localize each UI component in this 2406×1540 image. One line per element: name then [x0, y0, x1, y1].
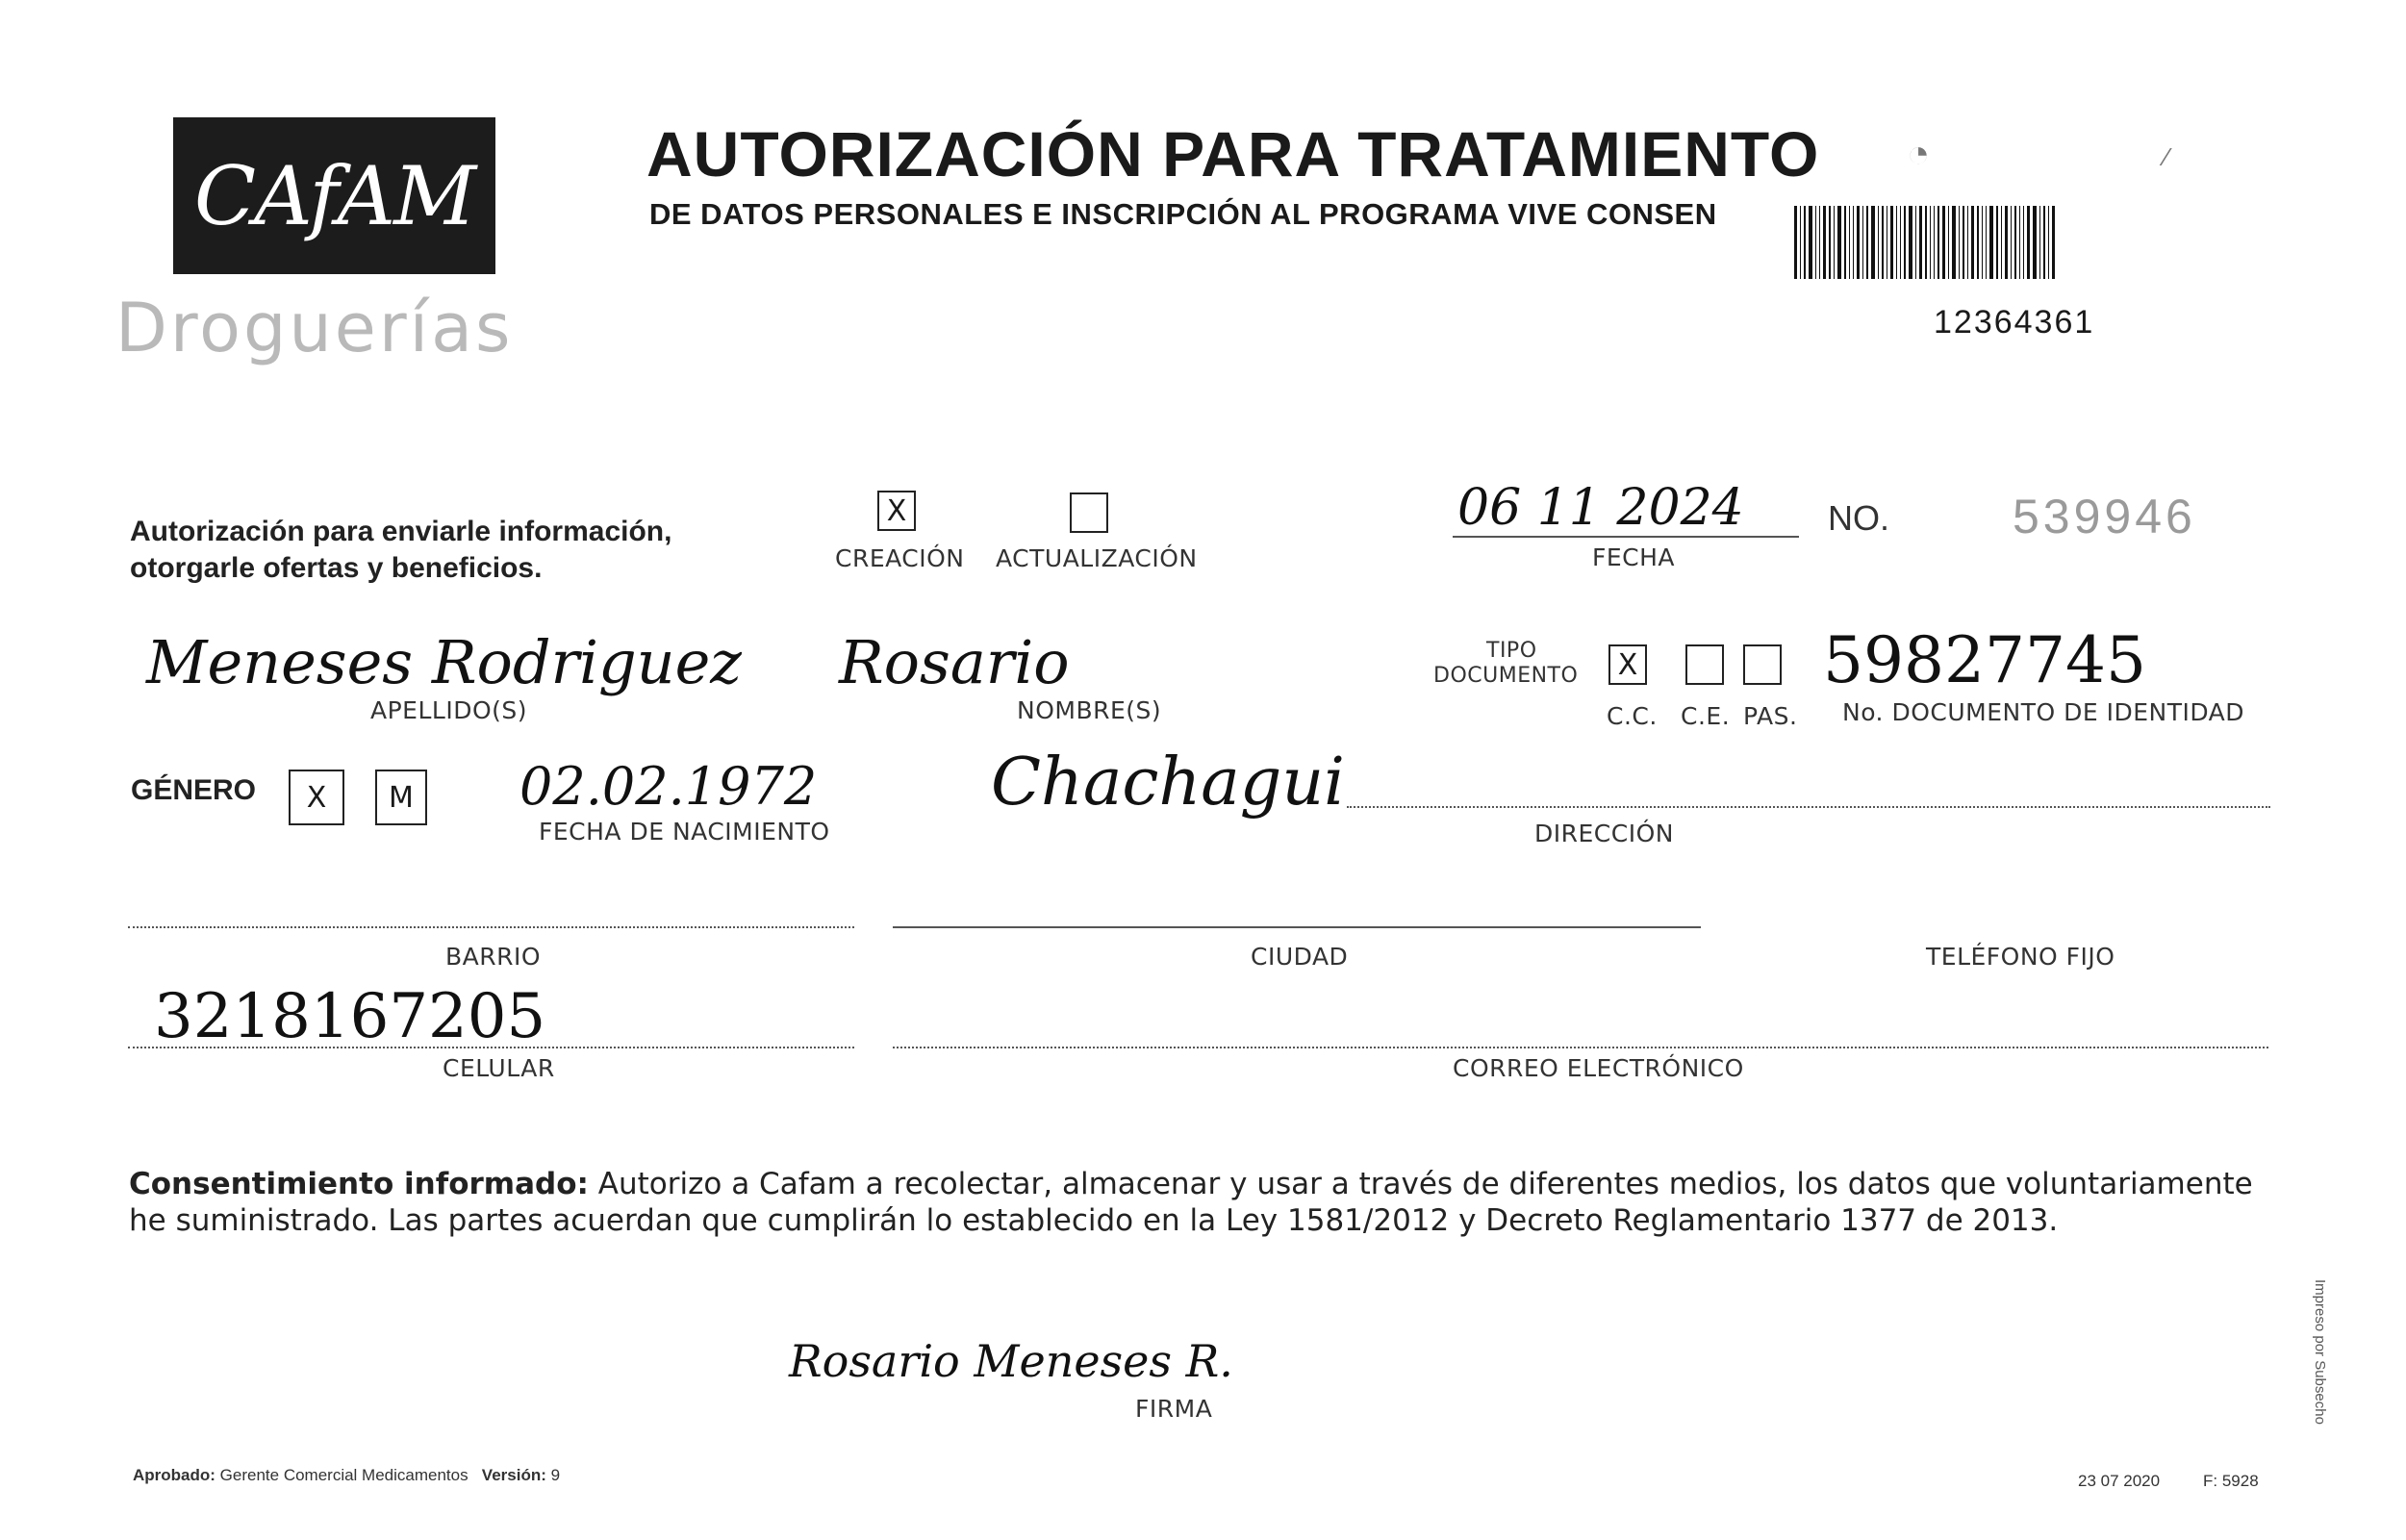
barcode-bar [1862, 206, 1863, 279]
apellidos-value[interactable]: Meneses Rodriguez [146, 627, 742, 697]
barcode-bar [1837, 206, 1841, 279]
barcode-bar [1915, 206, 1916, 279]
barcode-bar [1823, 206, 1826, 279]
barcode-bar [2048, 206, 2049, 279]
correo-label: CORREO ELECTRÓNICO [1453, 1054, 1744, 1082]
form-title: AUTORIZACIÓN PARA TRATAMIENTO [646, 118, 1820, 189]
direccion-line [1347, 806, 2270, 808]
barcode-bar [2001, 206, 2002, 279]
consent-body: Autorizo a Cafam a recolectar, almacenar y usar a través de diferentes medios, los datos que voluntariamente he suministrado. Las partes acuerdan que cumplirán lo establecido en la Ley 1581/2012 y Decreto Reglamentario 1377 de 2013. [129, 1167, 2253, 1238]
barcode-bar [1857, 206, 1860, 279]
correo-line [893, 1047, 2268, 1048]
barcode-bar [1804, 206, 1806, 279]
consent-paragraph [129, 1166, 2260, 1239]
direccion-value[interactable]: Chachagui [991, 745, 1345, 820]
telefono-label: TELÉFONO FIJO [1926, 943, 2115, 971]
version-label: Versión: [481, 1466, 546, 1484]
footer-form-code: F: 5928 [2203, 1472, 2259, 1490]
form-subtitle: DE DATOS PERSONALES E INSCRIPCIÓN AL PROGRAMA VIVE CONSEN [649, 197, 1717, 231]
barcode-bar [2011, 206, 2012, 279]
barcode-bar [1925, 206, 1927, 279]
documento-value[interactable]: 59827745 [1823, 623, 2146, 697]
ciudad-label: CIUDAD [1251, 943, 1349, 971]
pas-label: PAS. [1743, 702, 1798, 730]
barcode-bar [1989, 206, 1993, 279]
barcode-bar [1890, 206, 1893, 279]
barcode-bar [1834, 206, 1835, 279]
nacimiento-label: FECHA DE NACIMIENTO [539, 818, 830, 846]
barcode-bar [1967, 206, 1968, 279]
barcode-bar [1809, 206, 1812, 279]
barcode-bar [1986, 206, 1987, 279]
droguerias-logo-text: Droguerías [115, 289, 514, 367]
version-value: 9 [550, 1466, 561, 1484]
authorization-text-line1: Autorización para enviarle información, [130, 516, 672, 547]
fecha-value[interactable]: 06 11 2024 [1457, 479, 1744, 537]
genero-f-checkbox[interactable]: X [289, 770, 344, 825]
pas-checkbox[interactable] [1743, 644, 1782, 685]
nombres-value[interactable]: Rosario [839, 627, 1070, 697]
barcode-image [1794, 206, 2179, 279]
fecha-line [1453, 536, 1799, 538]
barcode-bar [2039, 206, 2040, 279]
cc-label: C.C. [1607, 702, 1658, 730]
cafam-logo: CAfAM [173, 117, 495, 274]
ce-checkbox[interactable] [1685, 644, 1724, 685]
aprobado-value: Gerente Comercial Medicamentos [219, 1466, 469, 1484]
celular-label: CELULAR [443, 1054, 555, 1082]
barcode-bar [1982, 206, 1983, 279]
barcode-bar [1937, 206, 1939, 279]
barcode-bar [1815, 206, 1816, 279]
genero-m-checkbox[interactable]: M [375, 770, 427, 825]
celular-line [128, 1047, 854, 1048]
barcode-bar [1930, 206, 1931, 279]
barcode-bar [1971, 206, 1974, 279]
scan-mark-icon: ◔ [1907, 133, 1931, 175]
fecha-label: FECHA [1592, 543, 1676, 571]
barcode-bar [1800, 206, 1801, 279]
barcode-bar [1794, 206, 1797, 279]
documento-label: No. DOCUMENTO DE IDENTIDAD [1842, 698, 2245, 726]
barcode-bar [1919, 206, 1922, 279]
authorization-text-line2: otorgarle ofertas y beneficios. [130, 552, 543, 584]
barcode-bar [1849, 206, 1850, 279]
apellidos-label: APELLIDO(S) [370, 696, 528, 724]
barcode-bar [1871, 206, 1875, 279]
barcode-bar [1977, 206, 1979, 279]
no-value: 539946 [2013, 490, 2196, 543]
signature-value[interactable]: Rosario Meneses R. [789, 1335, 1233, 1387]
barcode-bar [2019, 206, 2020, 279]
celular-value[interactable]: 3218167205 [154, 981, 546, 1052]
barrio-line [128, 926, 854, 928]
actualizacion-checkbox[interactable] [1070, 492, 1108, 533]
barcode-bar [1952, 206, 1956, 279]
side-print-text: Impreso por Subsecho [2312, 1279, 2328, 1425]
nombres-label: NOMBRE(S) [1017, 696, 1162, 724]
barcode-bar [2052, 206, 2055, 279]
nacimiento-value[interactable]: 02.02.1972 [519, 756, 818, 817]
barcode-bar [2014, 206, 2016, 279]
barrio-label: BARRIO [445, 943, 542, 971]
creacion-label: CREACIÓN [835, 544, 965, 572]
barcode-bar [1963, 206, 1964, 279]
barcode-bar [1904, 206, 1906, 279]
barcode-bar [1882, 206, 1884, 279]
barcode-bar [1829, 206, 1831, 279]
barcode-bar [1909, 206, 1912, 279]
actualizacion-label: ACTUALIZACIÓN [996, 544, 1198, 572]
footer-date-code: 23 07 2020 [2078, 1472, 2161, 1490]
barcode-bar [1819, 206, 1820, 279]
tipo-documento-label: DOCUMENTO [1433, 664, 1579, 688]
tipo-documento-label: TIPO [1486, 639, 1537, 663]
barcode-bar [1878, 206, 1879, 279]
signature-label: FIRMA [1135, 1395, 1213, 1423]
scan-mark-icon: ⁄ [2165, 142, 2169, 171]
barcode-bar [2027, 206, 2030, 279]
direccion-label: DIRECCIÓN [1534, 820, 1674, 847]
barcode-bar [2023, 206, 2024, 279]
barcode-bar [2033, 206, 2037, 279]
barcode-bar [1942, 206, 1945, 279]
barcode-bar [1959, 206, 1960, 279]
barcode-bar [1948, 206, 1949, 279]
barcode-bar [2005, 206, 2008, 279]
genero-label: GÉNERO [131, 774, 257, 806]
creacion-checkbox[interactable]: X [877, 491, 916, 531]
ce-label: C.E. [1681, 702, 1731, 730]
barcode-number: 12364361 [1934, 304, 2095, 341]
no-label: NO. [1828, 498, 1890, 538]
barcode-bar [1896, 206, 1897, 279]
consent-heading: Consentimiento informado: [129, 1167, 589, 1201]
ciudad-line [893, 926, 1701, 928]
barcode-bar [1853, 206, 1854, 279]
barcode-bar [1934, 206, 1935, 279]
cc-checkbox[interactable]: X [1608, 644, 1647, 685]
footer-approval [133, 1466, 560, 1485]
barcode-bar [1900, 206, 1901, 279]
aprobado-label: Aprobado: [133, 1466, 215, 1484]
barcode-bar [1866, 206, 1868, 279]
barcode-bar [1844, 206, 1846, 279]
barcode-bar [2043, 206, 2045, 279]
barcode-bar [1996, 206, 1998, 279]
